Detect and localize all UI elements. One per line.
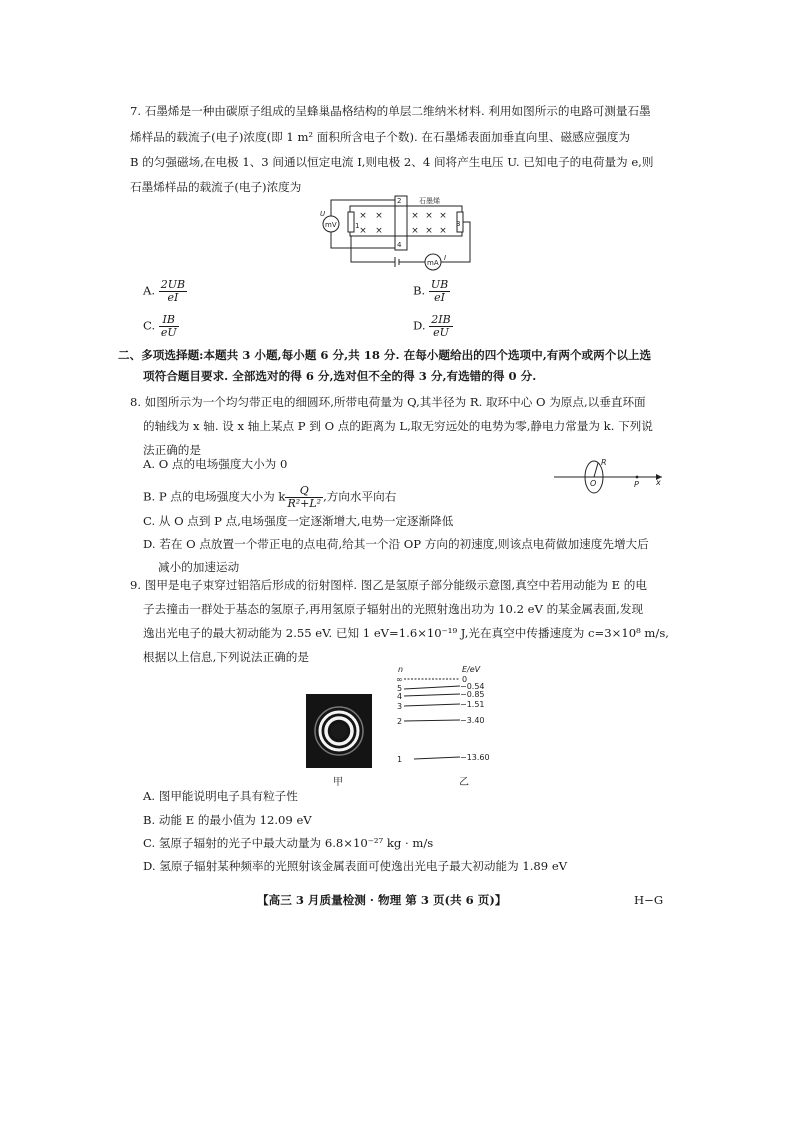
q9-option-d[interactable]: D. 氢原子辐射某种频率的光照射该金属表面可使逸出光电子最大初动能为 1.89 eV — [143, 859, 568, 873]
label-graphene: 石墨烯 — [419, 197, 440, 205]
level-e: 0 — [462, 675, 468, 684]
fraction-denominator: eI — [167, 291, 179, 304]
q9-stem-line1: 9. 图甲是电子束穿过铝箔后形成的衍射图样. 图乙是氢原子部分能级示意图,真空中若用动能为 E 的电 — [130, 578, 647, 592]
option-label: A. — [143, 283, 156, 298]
option-fraction — [429, 314, 452, 339]
figure-label-jia: 甲 — [333, 777, 343, 788]
fraction-numerator: UB — [430, 278, 449, 291]
option-text: B. P 点的电场强度大小为 k — [143, 489, 286, 504]
q8-stem-line2: 的轴线为 x 轴. 设 x 轴上某点 P 到 O 点的距离为 L,取无穷远处的电势为零,静电力常量为 k. 下列说 — [143, 419, 653, 433]
option-fraction — [285, 485, 323, 510]
level-n-header: n — [398, 665, 404, 674]
q9-stem-line2: 子去撞击一群处于基态的氢原子,再用氢原子辐射出的光照射逸出功为 10.2 eV 的某金属表面,发现 — [143, 602, 644, 616]
cross-mark: × — [425, 211, 433, 221]
q8-ring-diagram — [552, 455, 668, 499]
level-n: 2 — [397, 717, 403, 726]
q9-option-a[interactable]: A. 图甲能说明电子具有粒子性 — [143, 789, 298, 803]
label-mv: mV — [325, 221, 337, 229]
level-e-header: E/eV — [462, 665, 481, 674]
cross-mark: × — [411, 211, 419, 221]
level-n: 3 — [397, 702, 403, 711]
fraction-numerator: 2UB — [160, 278, 186, 291]
q8-option-d-line1[interactable]: D. 若在 O 点放置一个带正电的点电荷,给其一个沿 OP 方向的初速度,则该点电荷做加速度先增大后 — [143, 537, 649, 551]
cross-mark: × — [411, 226, 419, 236]
fraction-denominator: eU — [160, 326, 177, 339]
option-text: ,方向水平向右 — [323, 489, 397, 504]
fraction-denominator: R²+L² — [287, 497, 322, 510]
q7-stem-line4: 石墨烯样品的载流子(电子)浓度为 — [130, 180, 302, 194]
level-n: 5 — [397, 684, 403, 693]
option-label: D. — [413, 318, 426, 333]
label-u: U — [320, 210, 326, 218]
level-n: 1 — [397, 755, 403, 764]
q7-option-b[interactable] — [413, 279, 450, 304]
electrode-3: 3 — [456, 220, 461, 228]
cross-mark: × — [439, 211, 447, 221]
level-n: ∞ — [396, 675, 403, 684]
figure-label-yi: 乙 — [459, 777, 469, 788]
fraction-numerator: 2IB — [431, 313, 451, 326]
cross-mark: × — [439, 226, 447, 236]
label-p: P — [634, 480, 639, 489]
label-x: x — [656, 478, 661, 487]
cross-mark: × — [375, 211, 383, 221]
level-e: −13.60 — [460, 753, 490, 762]
option-label: C. — [143, 318, 156, 333]
q9-option-c[interactable]: C. 氢原子辐射的光子中最大动量为 6.8×10⁻²⁷ kg · m/s — [143, 836, 434, 850]
electrode-1: 1 — [355, 222, 360, 230]
q7-option-a[interactable] — [143, 279, 187, 304]
q7-stem-line2: 烯样品的载流子(电子)浓度(即 1 m² 面积所含电子个数). 在石墨烯表面加垂直向里、磁感应强度为 — [130, 130, 631, 144]
q7-option-d[interactable] — [413, 314, 453, 339]
fraction-denominator: eU — [433, 326, 449, 339]
q9-option-b[interactable]: B. 动能 E 的最小值为 12.09 eV — [143, 813, 312, 827]
q9-stem-line4: 根据以上信息,下列说法正确的是 — [143, 650, 309, 664]
page-code: H−G — [634, 893, 664, 907]
fraction-numerator: Q — [285, 485, 323, 498]
label-ma: mA — [427, 259, 439, 267]
cross-mark: × — [359, 211, 367, 221]
label-o: O — [590, 479, 597, 488]
q8-option-d-line2: 减小的加速运动 — [158, 560, 240, 574]
q8-option-a[interactable]: A. O 点的电场强度大小为 0 — [143, 457, 288, 471]
label-i: I — [444, 254, 447, 262]
diffraction-pattern-image — [306, 694, 372, 768]
level-n: 4 — [397, 692, 403, 701]
cross-mark: × — [425, 226, 433, 236]
cross-mark: × — [359, 226, 367, 236]
q7-stem-line3: B 的匀强磁场,在电极 1、3 间通以恒定电流 I,则电极 2、4 间将产生电压 U. 已知电子的电荷量为 e,则 — [130, 155, 654, 169]
q8-stem-line1: 8. 如图所示为一个均匀带正电的细圆环,所带电荷量为 Q,其半径为 R. 取环中心 O 为原点,以垂直环面 — [130, 395, 646, 409]
fraction-numerator: IB — [159, 314, 179, 327]
level-e: −0.85 — [460, 690, 485, 699]
q7-circuit-diagram — [315, 192, 475, 274]
cross-mark: × — [375, 226, 383, 236]
electrode-2: 2 — [397, 197, 402, 205]
section2-heading-line1: 二、多项选择题:本题共 3 小题,每小题 6 分,共 18 分. 在每小题给出的四个选项中,有两个或两个以上选 — [118, 348, 652, 362]
level-e: −1.51 — [460, 700, 485, 709]
level-e: −3.40 — [460, 716, 485, 725]
electrode-4: 4 — [397, 241, 402, 249]
q9-stem-line3: 逸出光电子的最大初动能为 2.55 eV. 已知 1 eV=1.6×10⁻¹⁹ J,光在真空中传播速度为 c=3×10⁸ m/s, — [143, 626, 669, 640]
q8-stem-line3: 法正确的是 — [143, 443, 201, 457]
q7-stem-line1: 7. 石墨烯是一种由碳原子组成的呈蜂巢晶格结构的单层二维纳米材料. 利用如图所示的电路可测量石墨 — [130, 104, 651, 118]
option-label: B. — [413, 283, 426, 298]
option-fraction — [429, 279, 450, 304]
fraction-denominator: eI — [434, 291, 446, 304]
level-e: −0.54 — [460, 682, 485, 691]
energy-level-diagram — [392, 662, 532, 780]
section2-heading-line2: 项符合题目要求. 全部选对的得 6 分,选对但不全的得 3 分,有选错的得 0 分. — [143, 369, 537, 383]
page-footer: 【高三 3 月质量检测 · 物理 第 3 页(共 6 页)】 — [257, 893, 507, 907]
q8-option-c[interactable]: C. 从 O 点到 P 点,电场强度一定逐渐增大,电势一定逐渐降低 — [143, 514, 454, 528]
label-r: R — [601, 458, 607, 467]
option-fraction — [159, 314, 179, 339]
q8-option-b[interactable] — [143, 485, 396, 510]
option-fraction — [159, 279, 187, 304]
q7-option-c[interactable] — [143, 314, 179, 339]
